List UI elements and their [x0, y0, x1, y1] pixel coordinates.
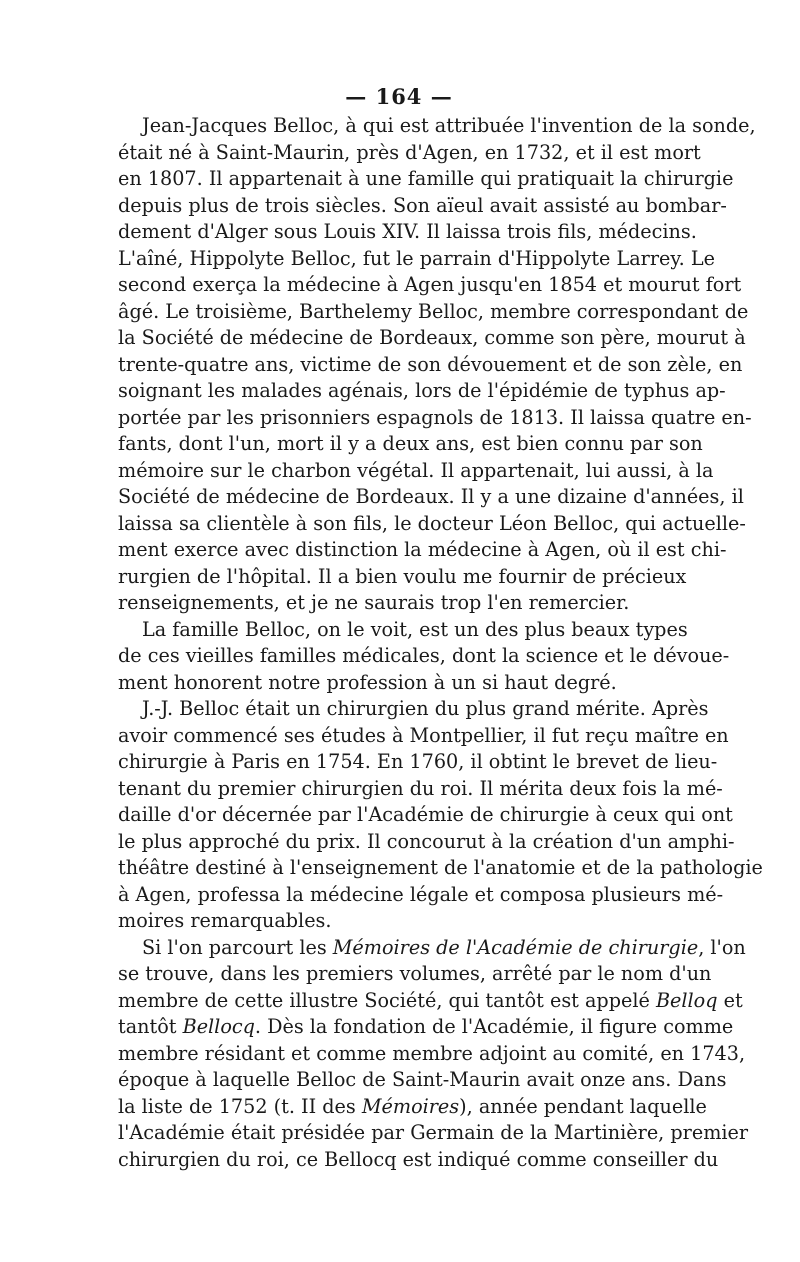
text-line: la liste de 1752 (t. II des Mémoires), année pendant laquelle [118, 1094, 707, 1118]
text-line: à Agen, professa la médecine légale et composa plusieurs mé- [118, 882, 724, 906]
text-line: moires remarquables. [118, 909, 332, 932]
text-line: La famille Belloc, on le voit, est un des plus beaux types [142, 617, 688, 641]
text-line: avoir commencé ses études à Montpellier, il fut reçu maître en [118, 723, 729, 747]
text-line: fants, dont l'un, mort il y a deux ans, est bien connu par son [118, 432, 703, 455]
text-line: chirurgien du roi, ce Bellocq est indiqué comme conseiller du [118, 1147, 719, 1171]
text-line: la Société de médecine de Bordeaux, comme son père, mourut à [118, 326, 746, 349]
text-line: membre de cette illustre Société, qui tantôt est appelé Belloq et [118, 988, 743, 1012]
italic-title: Mémoires de l'Académie de chirurgie [332, 935, 699, 959]
paragraph-belloc-family [118, 113, 756, 617]
text-line: dement d'Alger sous Louis XIV. Il laissa trois fils, médecins. [118, 220, 697, 243]
italic-title: Bellocq [182, 1015, 255, 1038]
text-line: était né à Saint-Maurin, près d'Agen, en 1732, et il est mort [118, 140, 701, 164]
book-page [118, 84, 763, 1173]
text-line: daille d'or décernée par l'Académie de chirurgie à ceux qui ont [118, 803, 733, 826]
paragraph-famille-belloc [118, 617, 730, 697]
paragraph-jj-belloc-career [118, 696, 763, 935]
text-line: L'aîné, Hippolyte Belloc, fut le parrain d'Hippolyte Larrey. Le [118, 246, 715, 270]
text-line: J.-J. Belloc était un chirurgien du plus grand mérite. Après [142, 697, 709, 720]
text-line: âgé. Le troisième, Barthelemy Belloc, membre correspondant de [118, 299, 749, 323]
text-line: mémoire sur le charbon végétal. Il appartenait, lui aussi, à la [118, 458, 714, 482]
text-line: depuis plus de trois siècles. Son aïeul avait assisté au bombar- [118, 193, 727, 217]
paragraph-memoires-academie [118, 935, 749, 1174]
text-line: soignant les malades agénais, lors de l'épidémie de typhus ap- [118, 379, 726, 402]
text-line: renseignements, et je ne saurais trop l'en remercier. [118, 591, 630, 614]
text-line: en 1807. Il appartenait à une famille qui pratiquait la chirurgie [118, 167, 734, 190]
text-line: de ces vieilles familles médicales, dont la science et le dévoue- [118, 644, 730, 667]
text-line: membre résidant et comme membre adjoint au comité, en 1743, [118, 1041, 746, 1065]
text-line: portée par les prisonniers espagnols de 1813. Il laissa quatre en- [118, 405, 752, 429]
text-line: tantôt Bellocq. Dès la fondation de l'Académie, il figure comme [118, 1015, 734, 1038]
italic-title: Belloq [655, 988, 718, 1012]
text-line: le plus approché du prix. Il concourut à la création d'un amphi- [118, 829, 735, 853]
text-line: ment exerce avec distinction la médecine à Agen, où il est chi- [118, 538, 727, 561]
italic-title: Mémoires [361, 1094, 460, 1118]
text-line: théâtre destiné à l'enseignement de l'anatomie et de la pathologie [118, 856, 763, 879]
text-line: second exerça la médecine à Agen jusqu'en 1854 et mourut fort [118, 273, 742, 296]
text-line: Si l'on parcourt les Mémoires de l'Académie de chirurgie, l'on [142, 935, 746, 959]
text-line: l'Académie était présidée par Germain de la Martinière, premier [118, 1121, 749, 1144]
text-line: ment honorent notre profession à un si haut degré. [118, 670, 617, 694]
text-line: Jean-Jacques Belloc, à qui est attribuée l'invention de la sonde, [142, 114, 756, 137]
text-line: Société de médecine de Bordeaux. Il y a une dizaine d'années, il [118, 485, 744, 508]
text-line: chirurgie à Paris en 1754. En 1760, il obtint le brevet de lieu- [118, 750, 718, 773]
text-line: époque à laquelle Belloc de Saint-Maurin avait onze ans. Dans [118, 1068, 727, 1091]
text-line: laissa sa clientèle à son fils, le docteur Léon Belloc, qui actuelle- [118, 511, 746, 535]
text-line: trente-quatre ans, victime de son dévouement et de son zèle, en [118, 352, 743, 376]
text-line: rurgien de l'hôpital. Il a bien voulu me fournir de précieux [118, 564, 687, 588]
text-line: tenant du premier chirurgien du roi. Il mérita deux fois la mé- [118, 776, 723, 800]
text-line: se trouve, dans les premiers volumes, arrêté par le nom d'un [118, 962, 712, 985]
page-number: — 164 — [345, 84, 453, 109]
